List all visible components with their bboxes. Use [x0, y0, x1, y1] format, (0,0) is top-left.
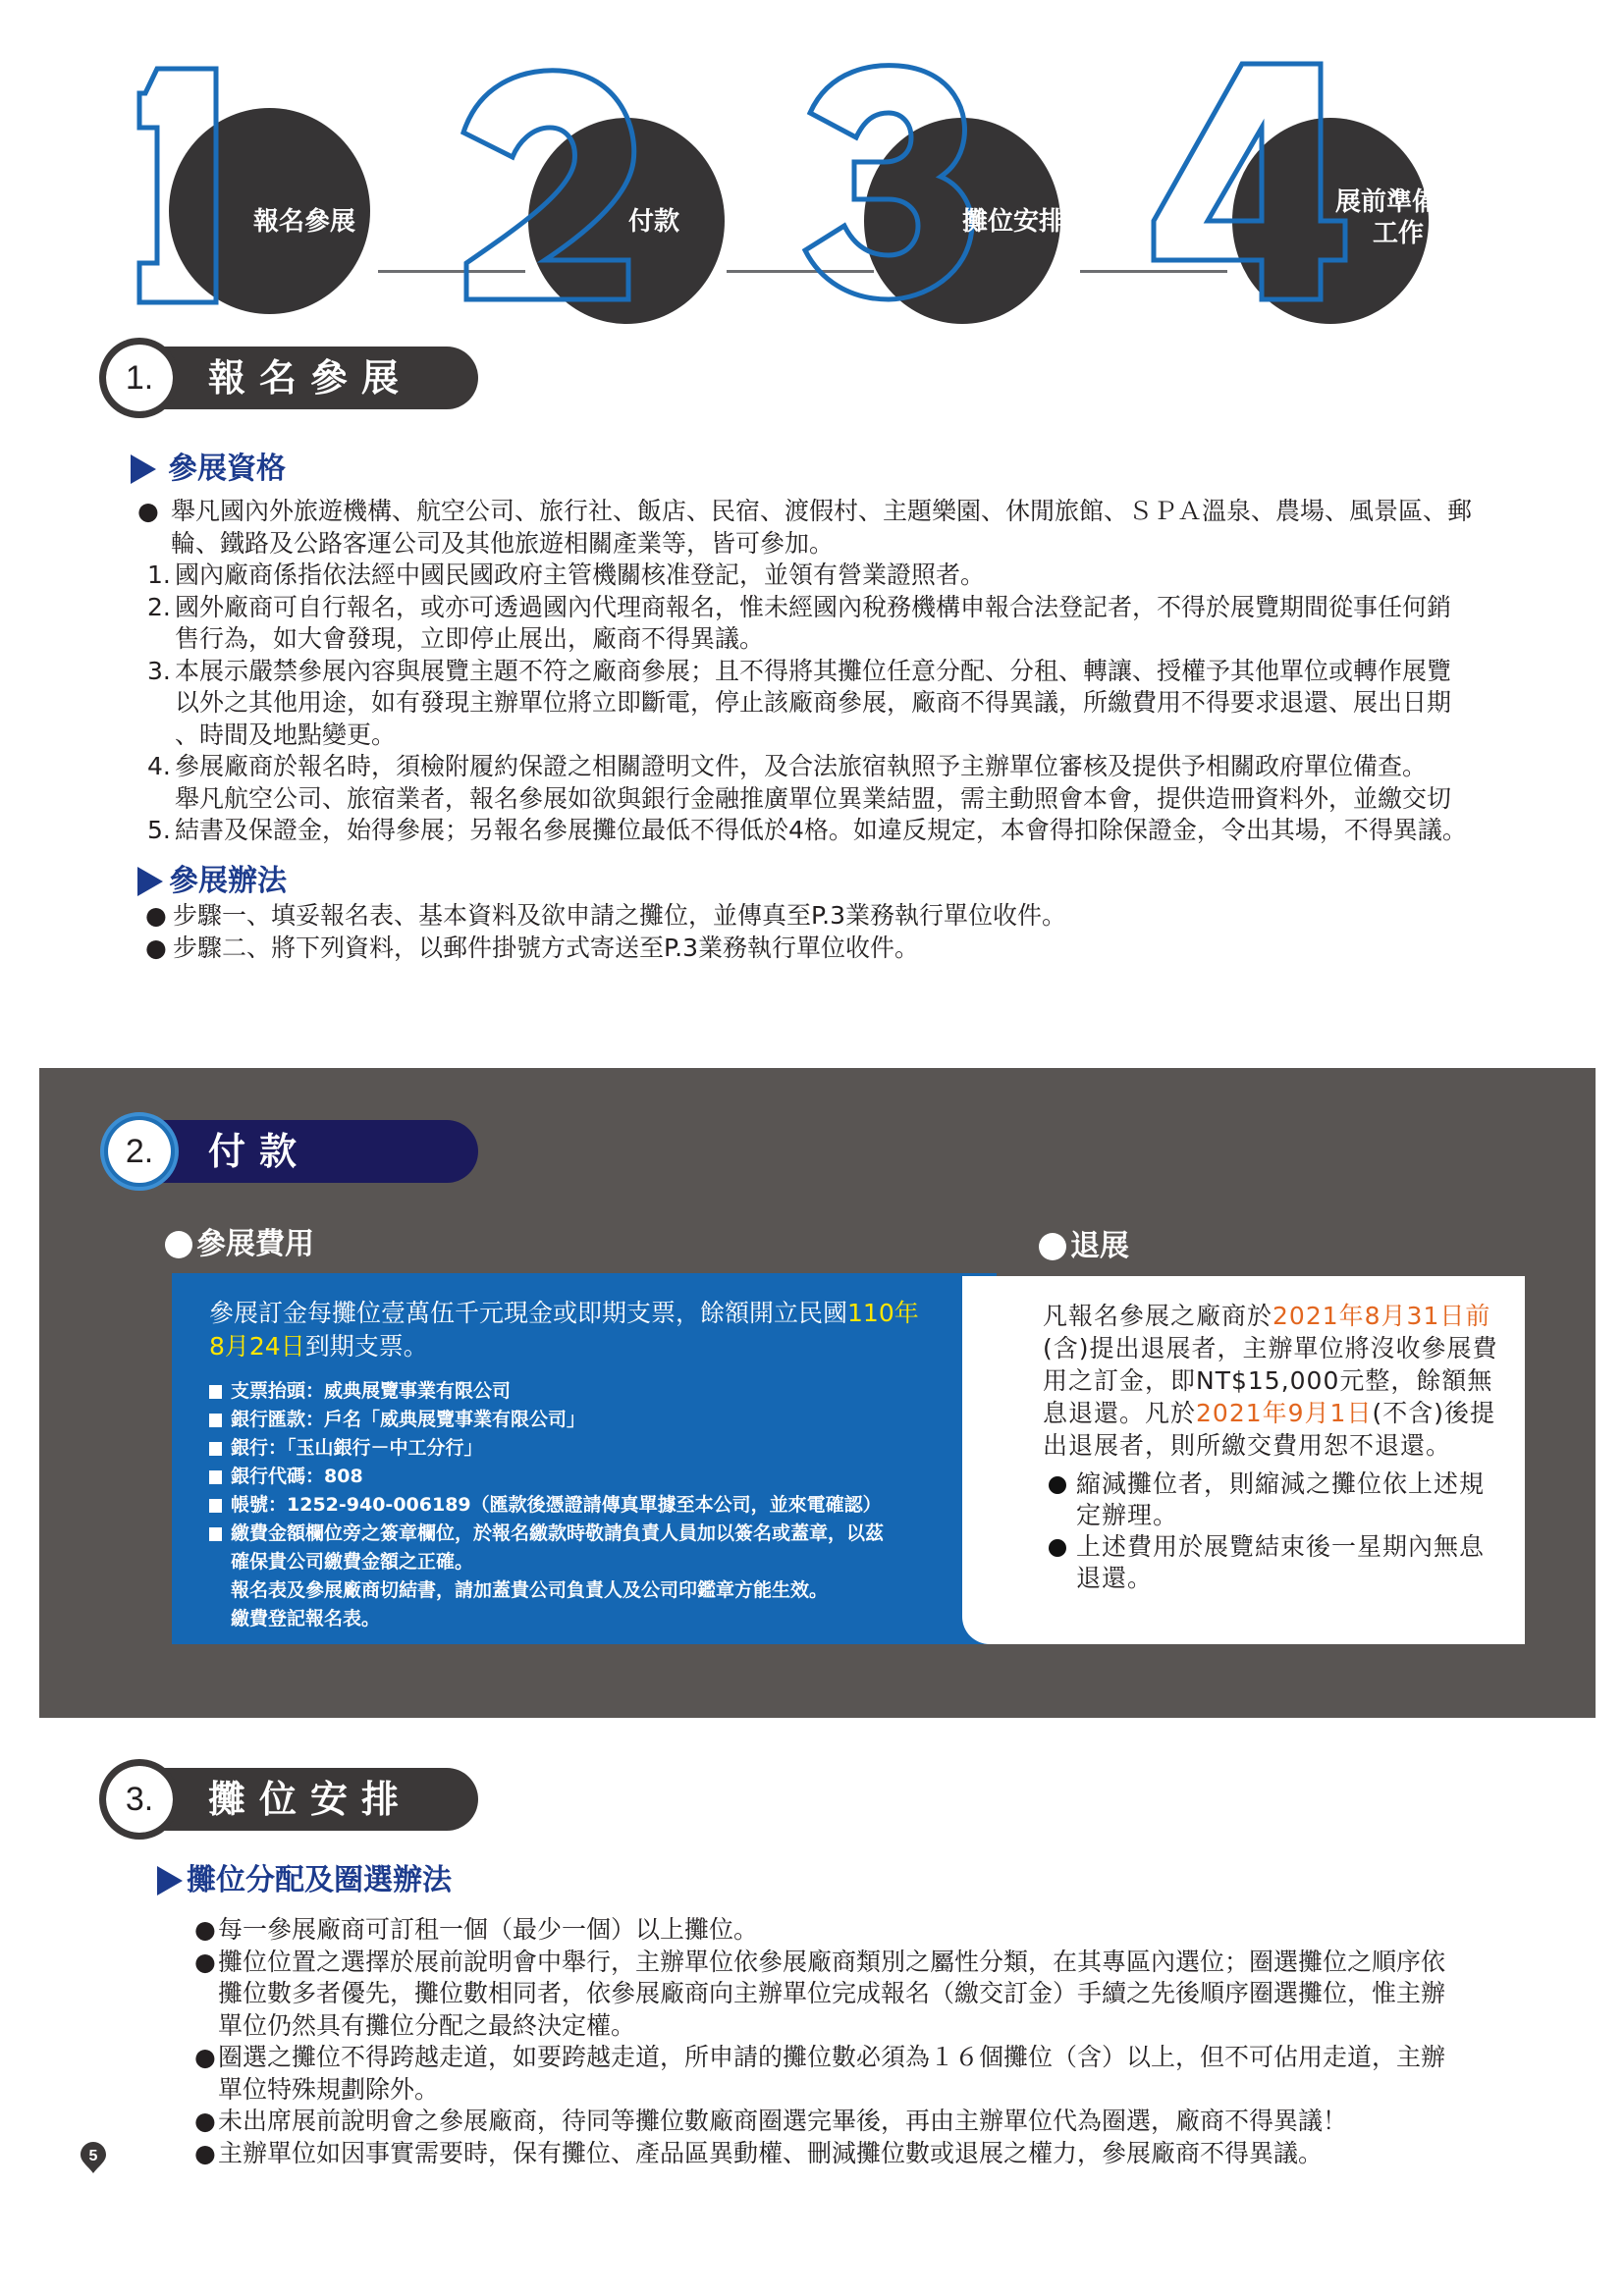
subheading-method: 參展辦法 [137, 864, 287, 899]
section-number-badge: 2. [100, 1112, 179, 1191]
step-label: 付款 [628, 207, 680, 237]
cancellation-info-box [962, 1276, 1525, 1644]
black-dot-icon [1049, 1539, 1066, 1557]
subheading-qualification: 參展資格 [131, 452, 286, 487]
list-item: 上述費用於展覽結束後一星期內無息 退還。 [1049, 1531, 1510, 1594]
step-1 [108, 39, 432, 324]
section-number-badge: 3. [100, 1760, 179, 1839]
step-label: 展前準備 工作 [1335, 187, 1438, 248]
white-dot-icon [165, 1231, 192, 1258]
triangle-bullet-icon [157, 1866, 183, 1896]
payment-details-list [209, 1377, 995, 1633]
payment-detail-item: 銀行：「玉山銀行－中工分行」 [209, 1434, 995, 1463]
section-header-payment [100, 1112, 478, 1191]
black-dot-icon [1049, 1476, 1066, 1494]
cancellation-policy-text: 凡報名參展之廠商於2021年8月31日前(含)提出退展者，主辦單位將沒收參展費用之訂金，即NT$15,000元整，餘額無息退還。凡於2021年9月1日(不含)後提出退展者，則所繳交費用恕不退還。 [1043, 1302, 1498, 1460]
list-item: ● 舉凡國內外旅遊機構、航空公司、旅行社、飯店、民宿、渡假村、主題樂園、休閒旅館、ＳＰＡ溫泉、農場、風景區、郵 輪、鐵路及公路客運公司及其他旅遊相關產業等，皆可參加。 [137, 497, 1473, 558]
payment-detail-item: 支票抬頭：威典展覽事業有限公司 [209, 1377, 995, 1406]
list-item: ● 步驟一、填妥報名表、基本資料及欲申請之攤位，並傳真至P.3業務執行單位收件。 [145, 901, 1067, 930]
cancel-label: 退展 [1039, 1229, 1129, 1264]
payment-detail-item: 銀行代碼：808 [209, 1463, 995, 1491]
list-item: 1. 國內廠商係指依法經中國民國政府主管機關核准登記，並領有營業證照者。 [147, 561, 986, 589]
list-item: ● 攤位位置之選擇於展前說明會中舉行，主辦單位依參展廠商類別之屬性分類，在其專區內選位；圈選攤位之順序依 攤位數多者優先，攤位數相同者，依參展廠商向主辦單位完成報名（繳交訂金）手續之先後順序圈選攤位，惟主辦 單位仍然具有攤位分配之最終決定權。 [194, 1947, 1446, 2040]
square-bullet-icon [209, 1527, 222, 1541]
section-title: 付款 [208, 1130, 311, 1173]
list-item: 4. 參展廠商於報名時，須檢附履約保證之相關證明文件，及合法旅宿執照予主辦單位審核及提供予相關政府單位備查。 舉凡航空公司、旅宿業者，報名參展如欲與銀行金融推廣單位異業結盟，需主動照會本會，提供造冊資料外，並繳交切 [147, 752, 1452, 813]
square-bullet-icon [209, 1414, 222, 1427]
list-item: ● 未出席展前說明會之參展廠商，待同等攤位數廠商圈選完畢後，再由主辦單位代為圈選，廠商不得異議！ [194, 2107, 1348, 2135]
payment-detail-item: 帳號：1252-940-006189（匯款後憑證請傳真單據至本公司，並來電確認） [209, 1491, 995, 1520]
list-item: 縮減攤位者，則縮減之攤位依上述規 定辦理。 [1049, 1468, 1510, 1531]
triangle-bullet-icon [131, 454, 156, 484]
square-bullet-icon [209, 1442, 222, 1456]
svg-text:5: 5 [88, 2148, 98, 2164]
square-bullet-icon [209, 1385, 222, 1399]
step-4 [1139, 39, 1463, 324]
step-label: 報名參展 [253, 207, 356, 237]
page-number-pin-icon [81, 2142, 106, 2173]
step-2 [432, 39, 756, 324]
step-3 [776, 39, 1100, 324]
section-header-registration [100, 339, 478, 417]
list-item: ● 圈選之攤位不得跨越走道，如要跨越走道，所申請的攤位數必須為１６個攤位（含）以上，但不可佔用走道，主辦 單位特殊規劃除外。 [194, 2043, 1446, 2104]
payment-detail-continuation: 確保貴公司繳費金額之正確。 [231, 1551, 474, 1573]
outline-number-4-icon [1139, 39, 1463, 324]
square-bullet-icon [209, 1470, 222, 1484]
payment-detail-continuation: 報名表及參展廠商切結書，請加蓋貴公司負責人及公司印鑑章方能生效。 [231, 1579, 829, 1601]
square-bullet-icon [209, 1499, 222, 1513]
payment-detail-item: 銀行匯款：戶名「威典展覽事業有限公司」 [209, 1406, 995, 1434]
section-title: 報名參展 [208, 356, 413, 400]
list-item: 2. 國外廠商可自行報名，或亦可透過國內代理商報名，惟未經國內稅務機構申報合法登記者，不得於展覽期間從事任何銷 售行為，如大會發現，立即停止展出，廠商不得異議。 [147, 592, 1452, 653]
subheading-booth-allocation: 攤位分配及圈選辦法 [157, 1863, 452, 1898]
fee-info-box [172, 1273, 997, 1644]
process-steps-banner [0, 0, 1624, 324]
list-item: ● 每一參展廠商可訂租一個（最少一個）以上攤位。 [194, 1915, 759, 1944]
method-list [145, 900, 1520, 964]
payment-detail-continuation: 繳費登記報名表。 [231, 1608, 381, 1629]
section-header-booth [100, 1760, 478, 1839]
payment-detail-item: 繳費金額欄位旁之簽章欄位，於報名繳款時敬請負責人員加以簽名或蓋章，以茲 [209, 1520, 995, 1548]
fee-label: 參展費用 [165, 1227, 314, 1262]
list-item: 3. 本展示嚴禁參展內容與展覽主題不符之廠商參展；且不得將其攤位任意分配、分租、轉讓、授權予其他單位或轉作展覽 以外之其他用途，如有發現主辦單位將立即斷電，停止該廠商參展，廠商不得異議，所繳費用不得要求退還、展出日期 、時間及地點變更。 [147, 656, 1452, 749]
list-item: 5. 結書及保證金，始得參展；另報名參展攤位最低不得低於4格。如違反規定，本會得扣除保證金，令出其場，不得異議。 [147, 816, 1467, 844]
outline-number-1-icon [108, 39, 432, 324]
step-label: 攤位安排 [962, 207, 1065, 237]
section-number-badge: 1. [100, 339, 179, 417]
section-title: 攤位安排 [208, 1778, 413, 1821]
outline-number-2-icon [432, 39, 756, 324]
cancellation-bullets [1049, 1468, 1510, 1594]
fee-intro: 參展訂金每攤位壹萬伍千元現金或即期支票，餘額開立民國110年 8月24日到期支票。 [209, 1299, 919, 1361]
white-dot-icon [1039, 1233, 1066, 1260]
booth-rules-list [194, 1914, 1549, 2169]
list-item: ● 步驟二、將下列資料，以郵件掛號方式寄送至P.3業務執行單位收件。 [145, 933, 920, 962]
triangle-bullet-icon [137, 867, 163, 896]
qualification-list [137, 496, 1532, 847]
outline-number-3-icon [776, 39, 1100, 324]
list-item: ● 主辦單位如因事實需要時，保有攤位、產品區異動權、刪減攤位數或退展之權力，參展廠商不得異議。 [194, 2138, 1324, 2167]
